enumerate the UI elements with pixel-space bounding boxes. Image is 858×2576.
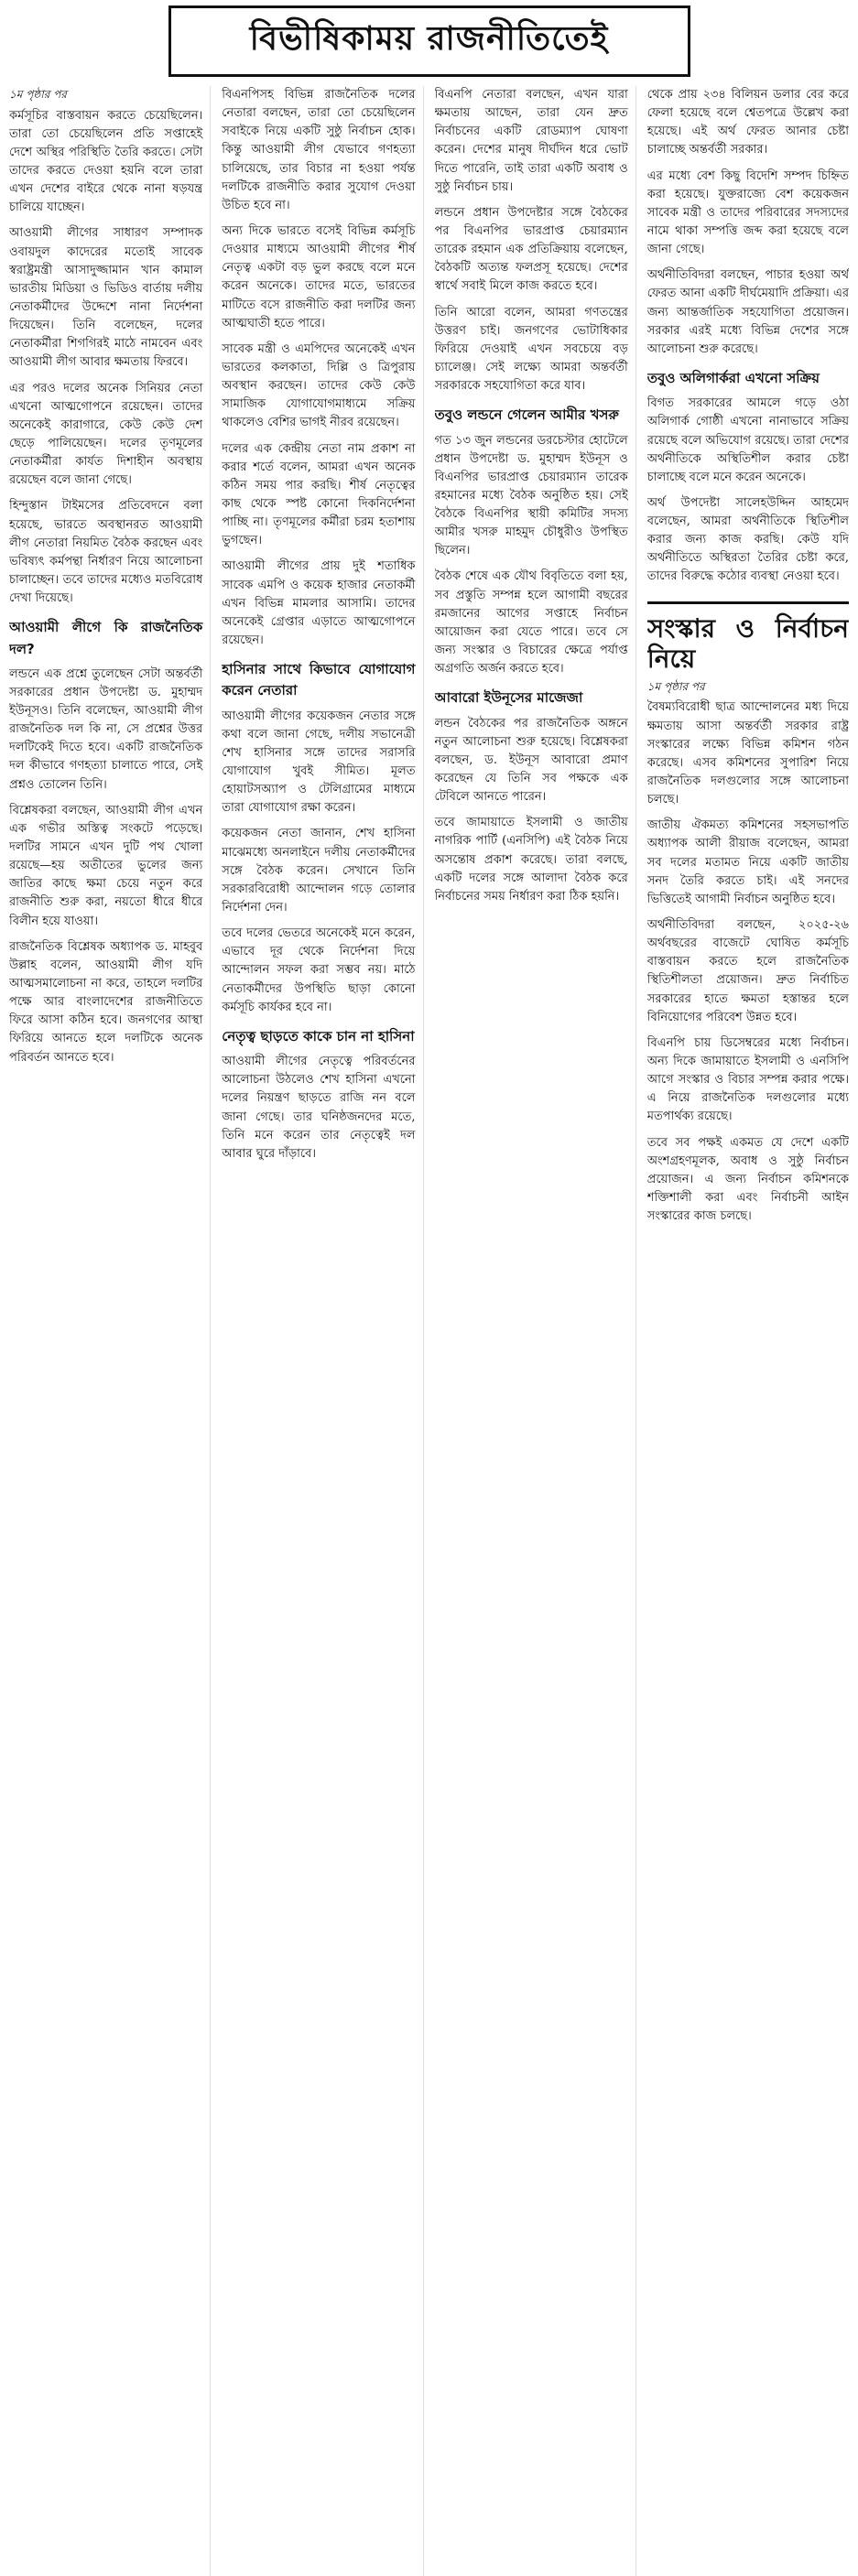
continuation-label: ১ম পৃষ্ঠার পর — [9, 88, 67, 101]
continuation-label: ১ম পৃষ্ঠার পর — [646, 679, 705, 693]
paragraph: বিএনপি চায় ডিসেম্বরের মধ্যে নির্বাচন। অন্য দিকে জামায়াতে ইসলামী ও এনসিপি আগে সংস্কার ও বিচার সম্পন্ন করার পক্ষে। এ নিয়ে রাজনৈতিক দলগুলোর মধ্যে মতপার্থক্য রয়েছে। — [646, 1035, 849, 1124]
paragraph: গত ১৩ জুন লন্ডনের ডরচেস্টার হোটেলে প্রধান উপদেষ্টা ড. মুহাম্মদ ইউনূস ও বিএনপির ভারপ্রাপ্ত চেয়ারম্যান তারেক রহমানের মধ্যে বৈঠক অনুষ্ঠিত হয়। সেই বৈঠকে বিএনপির স্থায়ী কমিটির সদস্য আমীর খসরু মাহমুদ চৌধুরীও উপস্থিত ছিলেন। — [434, 433, 628, 558]
paragraph: অর্থনীতিবিদরা বলছেন, ২০২৫-২৬ অর্থবছরের বাজেটে ঘোষিত কর্মসূচি বাস্তবায়ন করতে হলে রাজনৈতিক স্থিতিশীলতা প্রয়োজন। দ্রুত নির্বাচিত সরকারের হাতে ক্ষমতা হস্তান্তর হলে বিনিয়োগের পরিবেশ উন্নত হবে। — [646, 917, 849, 1024]
paragraph: বৈঠক শেষে এক যৌথ বিবৃতিতে বলা হয়, সব প্রস্তুতি সম্পন্ন হলে আগামী বছরের রমজানের আগের সপ্তাহে নির্বাচন আয়োজন করা যেতে পারে। তবে সে জন্য সংস্কার ও বিচারের ক্ষেত্রে পর্যাপ্ত অগ্রগতি অর্জন করতে হবে। — [434, 569, 628, 676]
paragraph: লন্ডনে এক প্রশ্নে তুলেছেন সেটা অন্তর্বর্তী সরকারের প্রধান উপদেষ্টা ড. মুহাম্মদ ইউনূসও। তিনি বলেছেন, আওয়ামী লীগ রাজনৈতিক দল কি না, সে প্রশ্নের উত্তর দলটিকেই দিতে হবে। একটি রাজনৈতিক দল কীভাবে গণহত্যা চালাতে পারে, সেই প্রশ্নও তোলেন তিনি। — [9, 666, 203, 792]
paragraph: জাতীয় ঐকমত্য কমিশনের সহসভাপতি অধ্যাপক আলী রীয়াজ বলেছেন, আমরা সব দলের মতামত নিয়ে একটি জাতীয় সনদ তৈরি করতে চাই। এই সনদের ভিত্তিতেই আগামী নির্বাচন অনুষ্ঠিত হবে। — [646, 818, 849, 906]
subheading: আবারো ইউনূসের মাজেজা — [434, 689, 583, 707]
paragraph: তবে দলের ভেতরে অনেকেই মনে করেন, এভাবে দূর থেকে নির্দেশনা দিয়ে আন্দোলন সফল করা সম্ভব নয়। মাঠে নেতাকর্মীদের উপস্থিতি ছাড়া কোনো কর্মসূচি কার্যকর হবে না। — [222, 926, 416, 1014]
article-columns — [9, 86, 849, 2576]
column-1 — [9, 86, 211, 2576]
column-2 — [222, 86, 423, 2576]
paragraph: হিন্দুস্তান টাইমসের প্রতিবেদনে বলা হয়েছে, ভারতে অবস্থানরত আওয়ামী লীগ নেতারা নিয়মিত বৈঠক করছেন এবং ভবিষ্যৎ কর্মপন্থা নির্ধারণ নিয়ে আলোচনা চালাচ্ছেন। তবে তাদের মধ্যেও মতবিরোধ দেখা দিয়েছে। — [9, 499, 203, 606]
paragraph: বিগত সরকারের আমলে গড়ে ওঠা অলিগার্ক গোষ্ঠী এখনো নানাভাবে সক্রিয় রয়েছে বলে অভিযোগ রয়েছে। তারা দেশের অর্থনীতিকে অস্থিতিশীল করার চেষ্টা চালাচ্ছে বলে মনে করেন অনেকে। — [646, 396, 849, 484]
paragraph: আওয়ামী লীগের নেতৃত্বে পরিবর্তনের আলোচনা উঠলেও শেখ হাসিনা এখনো দলের নিয়ন্ত্রণ ছাড়তে রাজি নন বলে জানা গেছে। তার ঘনিষ্ঠজনদের মতে, তিনি মনে করেন তার নেতৃত্বেই দল আবার ঘুরে দাঁড়াবে। — [222, 1055, 416, 1161]
secondary-headline: সংস্কার ও নির্বাচন নিয়ে — [647, 601, 849, 678]
paragraph: লন্ডনে প্রধান উপদেষ্টার সঙ্গে বৈঠকের পর বিএনপির ভারপ্রাপ্ত চেয়ারম্যান তারেক রহমান এক প্রতিক্রিয়ায় বলেছেন, বৈঠকটি অত্যন্ত ফলপ্রসূ হয়েছে। দেশের স্বার্থে সবাই মিলে কাজ করতে হবে। — [434, 205, 628, 294]
paragraph: বিএনপি নেতারা বলছেন, এখন যারা ক্ষমতায় আছেন, তারা যেন দ্রুত নির্বাচনের একটি রোডম্যাপ ঘোষণা করেন। দেশের মানুষ দীর্ঘদিন ধরে ভোট দিতে পারেনি, তাই তারা একটি অবাধ ও সুষ্ঠু নির্বাচন চায়। — [434, 88, 628, 194]
paragraph: অর্থ উপদেষ্টা সালেহউদ্দিন আহমেদ বলেছেন, আমরা অর্থনীতিকে স্থিতিশীল করার জন্য কাজ করছি। কেউ যদি অর্থনীতিতে অস্থিরতা তৈরির চেষ্টা করে, তাদের বিরুদ্ধে কঠোর ব্যবস্থা নেওয়া হবে। — [646, 495, 849, 584]
paragraph: রাজনৈতিক বিশ্লেষক অধ্যাপক ড. মাহবুব উল্লাহ বলেন, আওয়ামী লীগ যদি আত্মসমালোচনা না করে, তাহলে দলটির পক্ষে আর বাংলাদেশের রাজনীতিতে ফিরে আসা কঠিন হবে। জনগণের আস্থা ফিরিয়ে আনতে হলে দলটিকে অনেক পরিবর্তন আনতে হবে। — [9, 939, 203, 1065]
paragraph: দলের এক কেন্দ্রীয় নেতা নাম প্রকাশ না করার শর্তে বলেন, আমরা এখন অনেক কঠিন সময় পার করছি। শীর্ষ নেতৃত্বের কাছ থেকে স্পষ্ট কোনো দিকনির্দেশনা পাচ্ছি না। তৃণমূলের কর্মীরা চরম হতাশায় ভুগছেন। — [222, 441, 416, 548]
paragraph: বৈষম্যবিরোধী ছাত্র আন্দোলনের মধ্য দিয়ে ক্ষমতায় আসা অন্তর্বর্তী সরকার রাষ্ট্র সংস্কারের লক্ষ্যে বিভিন্ন কমিশন গঠন করেছে। এসব কমিশনের সুপারিশ নিয়ে রাজনৈতিক দলগুলোর সঙ্গে আলোচনা চলছে। — [646, 700, 849, 807]
subheading: তবুও লন্ডনে গেলেন আমীর খসরু — [434, 406, 619, 424]
subheading: আওয়ামী লীগে কি রাজনৈতিক দল? — [9, 619, 203, 657]
paragraph: অর্থনীতিবিদরা বলছেন, পাচার হওয়া অর্থ ফেরত আনা একটি দীর্ঘমেয়াদি প্রক্রিয়া। এর জন্য আন্তর্জাতিক সহযোগিতা প্রয়োজন। সরকার এরই মধ্যে বিভিন্ন দেশের সঙ্গে আলোচনা শুরু করেছে। — [646, 268, 849, 356]
paragraph: তিনি আরো বলেন, আমরা গণতন্ত্রের উত্তরণ চাই। জনগণের ভোটাধিকার ফিরিয়ে দেওয়াই এখন সবচেয়ে বড় চ্যালেঞ্জ। সেই লক্ষ্যে আমরা অন্তর্বর্তী সরকারকে সহযোগিতা করে যাব। — [434, 305, 628, 394]
paragraph: অন্য দিকে ভারতে বসেই বিভিন্ন কর্মসূচি দেওয়ার মাধ্যমে আওয়ামী লীগের শীর্ষ নেতৃত্ব একটা বড় ভুল করছে বলে মনে করেন অনেকে। তাদের মতে, ভারতের মাটিতে বসে রাজনীতি করা দলটির জন্য আত্মঘাতী হতে পারে। — [222, 223, 416, 330]
paragraph: আওয়ামী লীগের কয়েকজন নেতার সঙ্গে কথা বলে জানা গেছে, দলীয় সভানেত্রী শেখ হাসিনার সঙ্গে তাদের সরাসরি যোগাযোগ খুবই সীমিত। মূলত হোয়াটসঅ্যাপ ও টেলিগ্রামের মাধ্যমে তারা যোগাযোগ রক্ষা করেন। — [222, 709, 416, 816]
subheading: তবুও অলিগার্করা এখনো সক্রিয় — [646, 369, 820, 386]
column-4 — [647, 86, 849, 2576]
paragraph: থেকে প্রায় ২৩৪ বিলিয়ন ডলার বের করে ফেলা হয়েছে বলে শ্বেতপত্রে উল্লেখ করা হয়েছে। এই অর্থ ফেরত আনার চেষ্টা চালাচ্ছে অন্তর্বর্তী সরকার। — [646, 88, 849, 157]
paragraph: তবে জামায়াতে ইসলামী ও জাতীয় নাগরিক পার্টি (এনসিপি) এই বৈঠক নিয়ে অসন্তোষ প্রকাশ করেছে। তারা বলছে, একটি দলের সঙ্গে আলাদা বৈঠক করে নির্বাচনের সময় নির্ধারণ করা ঠিক হয়নি। — [434, 816, 628, 904]
paragraph: আওয়ামী লীগের সাধারণ সম্পাদক ওবায়দুল কাদেরের মতোই সাবেক স্বরাষ্ট্রমন্ত্রী আসাদুজ্জামান খান কামাল ভারতীয় মিডিয়া ও ভিডিও বার্তায় দলীয় নেতাকর্মীদের উদ্দেশে নানা নির্দেশনা দিয়েছেন। তিনি বলেছেন, দলের নেতাকর্মীরা শিগগিরই মাঠে নামবেন এবং আওয়ামী লীগ আবার ক্ষমতায় ফিরবে। — [9, 226, 203, 370]
paragraph: তবে সব পক্ষই একমত যে দেশে একটি অংশগ্রহণমূলক, অবাধ ও সুষ্ঠু নির্বাচন প্রয়োজন। এ জন্য নির্বাচন কমিশনকে শক্তিশালী করা এবং নির্বাচনী আইন সংস্কারের কাজ চলছে। — [646, 1135, 849, 1224]
paragraph: বিএনপিসহ বিভিন্ন রাজনৈতিক দলের নেতারা বলছেন, তারা তো চেয়েছিলেন সবাইকে নিয়ে একটি সুষ্ঠু নির্বাচন হোক। কিন্তু আওয়ামী লীগ যেভাবে গণহত্যা চালিয়েছে, তার বিচার না হওয়া পর্যন্ত দলটিকে রাজনীতি করার সুযোগ দেওয়া উচিত হবে না। — [222, 88, 416, 212]
main-headline: বিভীষিকাময় রাজনীতিতেই — [168, 5, 690, 77]
paragraph: বিশ্লেষকরা বলছেন, আওয়ামী লীগ এখন এক গভীর অস্তিত্ব সংকটে পড়েছে। দলটির সামনে এখন দুটি পথ খোলা রয়েছে—হয় অতীতের ভুলের জন্য জাতির কাছে ক্ষমা চেয়ে নতুন করে রাজনীতি শুরু করা, নয়তো ধীরে ধীরে বিলীন হয়ে যাওয়া। — [9, 803, 203, 928]
paragraph: কর্মসূচির বাস্তবায়ন করতে চেয়েছিলেন। তারা তো চেয়েছিলেন প্রতি সপ্তাহেই দেশে অস্থির পরিস্থিতি তৈরি করতে। সেটা তাদের করতে দেওয়া হয়নি বলে তারা এখন দেশের বাইরে থেকে নানা ষড়যন্ত্র চালিয়ে যাচ্ছেন। — [9, 108, 203, 215]
column-3 — [435, 86, 636, 2576]
paragraph: কয়েকজন নেতা জানান, শেখ হাসিনা মাঝেমধ্যে অনলাইনে দলীয় নেতাকর্মীদের সঙ্গে বৈঠক করেন। সেখানে তিনি সরকারবিরোধী আন্দোলন গড়ে তোলার নির্দেশনা দেন। — [222, 827, 416, 915]
subheading: নেতৃত্ব ছাড়তে কাকে চান না হাসিনা — [222, 1027, 415, 1044]
paragraph: লন্ডন বৈঠকের পর রাজনৈতিক অঙ্গনে নতুন আলোচনা শুরু হয়েছে। বিশ্লেষকরা বলছেন, ড. ইউনূস আবারো প্রমাণ করেছেন যে তিনি সব পক্ষকে এক টেবিলে আনতে পারেন। — [434, 716, 628, 805]
subheading: হাসিনার সাথে কিভাবে যোগাযোগ করেন নেতারা — [222, 661, 416, 699]
paragraph: আওয়ামী লীগের প্রায় দুই শতাধিক সাবেক এমপি ও কয়েক হাজার নেতাকর্মী এখন বিভিন্ন মামলার আসামি। তাদের অনেকেই গ্রেপ্তার এড়াতে আত্মগোপনে রয়েছেন। — [222, 559, 416, 647]
paragraph: সাবেক মন্ত্রী ও এমপিদের অনেকেই এখন ভারতের কলকাতা, দিল্লি ও ত্রিপুরায় অবস্থান করছেন। তাদের কেউ কেউ সামাজিক যোগাযোগমাধ্যমে সক্রিয় থাকলেও বেশির ভাগই নীরব রয়েছেন। — [222, 341, 416, 430]
paragraph: এর পরও দলের অনেক সিনিয়র নেতা এখনো আত্মগোপনে রয়েছেন। তাদের অনেকেই কারাগারে, কেউ কেউ দেশ ছেড়ে পালিয়েছেন। দলের তৃণমূলের নেতাকর্মীরা কার্যত দিশাহীন অবস্থায় রয়েছেন বলে জানা গেছে। — [9, 381, 203, 488]
paragraph: এর মধ্যে বেশ কিছু বিদেশি সম্পদ চিহ্নিত করা হয়েছে। যুক্তরাজ্যে বেশ কয়েকজন সাবেক মন্ত্রী ও তাদের পরিবারের সদস্যদের নামে থাকা সম্পত্তি জব্দ করা হয়েছে বলে জানা গেছে। — [646, 168, 849, 257]
